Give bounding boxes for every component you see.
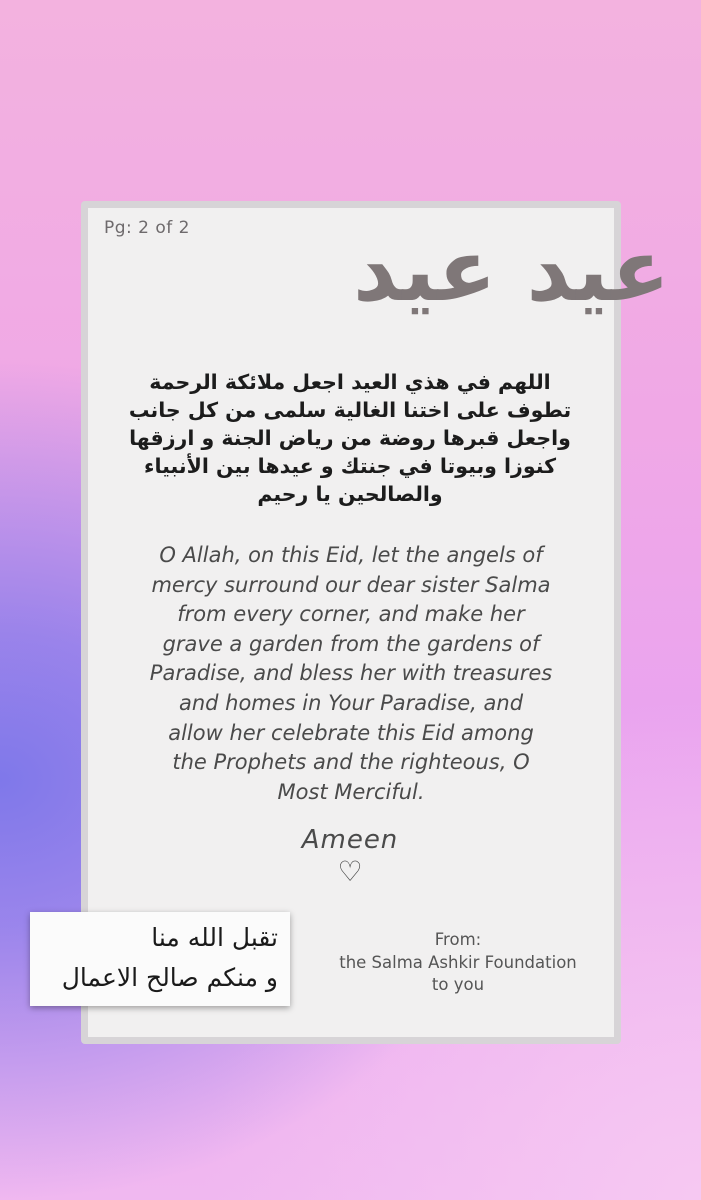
english-prayer-line: Most Merciful.	[277, 779, 425, 804]
arabic-prayer-line: تطوف على اختنا الغالية سلمى من كل جانب	[128, 398, 572, 422]
english-prayer-line: and homes in Your Paradise, and	[178, 690, 524, 715]
english-prayer-line: Paradise, and bless her with treasures	[149, 661, 553, 686]
page-indicator: Pg: 2 of 2	[104, 218, 190, 238]
english-prayer-line: from every corner, and make her	[177, 602, 525, 627]
english-prayer-line: mercy surround our dear sister Salma	[151, 572, 551, 597]
arabic-prayer-line: كنوزا وبيوتا في جنتك و عيدها بين الأنبياء	[143, 454, 557, 478]
english-prayer-line: allow her celebrate this Eid among	[168, 720, 534, 745]
ameen-text: Ameen	[301, 825, 399, 855]
english-prayer	[112, 541, 590, 807]
arabic-prayer-line: والصالحين يا رحيم	[257, 482, 443, 506]
blessing-line: تقبل الله منا	[151, 923, 278, 952]
from-signature	[318, 929, 598, 997]
arabic-prayer-line: واجعل قبرها روضة من رياض الجنة و ارزقها	[129, 426, 571, 450]
english-prayer-line: O Allah, on this Eid, let the angels of	[159, 543, 543, 567]
blessing-sticker	[30, 912, 290, 1006]
blessing-line: و منكم صالح الاعمال	[61, 963, 278, 992]
arabic-prayer-line: اللهم في هذي العيد اجعل ملائكة الرحمة	[149, 370, 551, 394]
from-label: From:	[434, 930, 482, 949]
eid-calligraphy-logo: عيد عيد	[353, 221, 670, 321]
from-recipient: to you	[431, 975, 485, 994]
arabic-prayer	[100, 368, 600, 508]
english-prayer-line: grave a garden from the gardens of	[162, 631, 540, 656]
heart-icon: ♡	[337, 855, 363, 888]
from-sender: the Salma Ashkir Foundation	[339, 952, 577, 972]
english-prayer-line: the Prophets and the righteous, O	[172, 750, 530, 775]
